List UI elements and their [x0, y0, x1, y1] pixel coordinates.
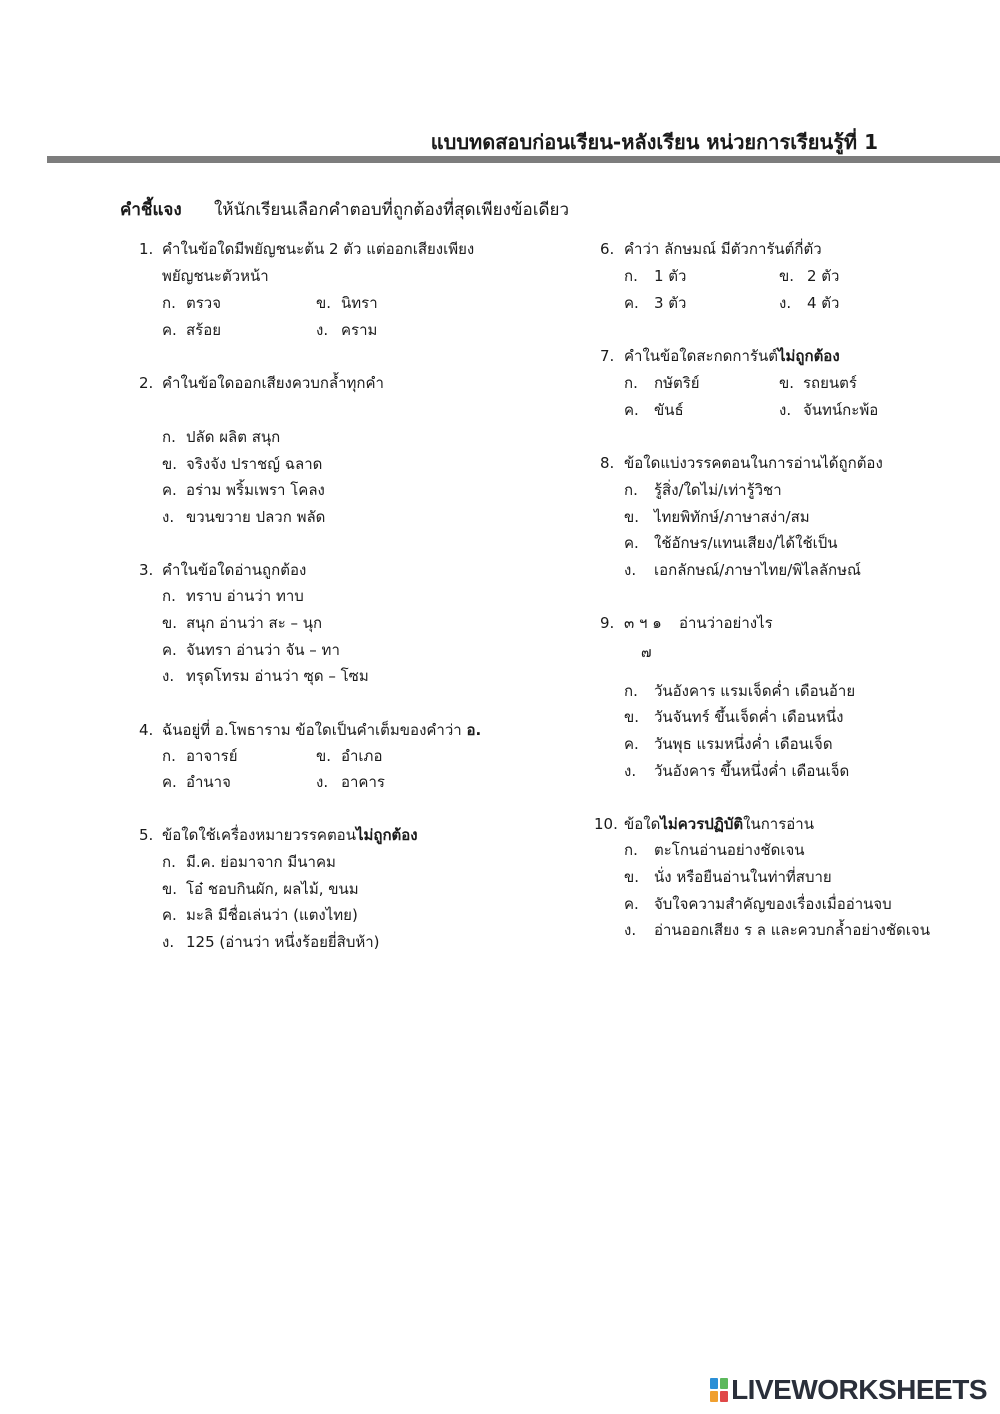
question-number: 7. — [600, 347, 615, 365]
choice-label: ข. — [624, 868, 640, 886]
choice-text[interactable]: ใช้อักษร/แทนเสียง/ได้ใช้เป็น — [654, 534, 838, 552]
choice-text[interactable]: นั่ง หรือยืนอ่านในท่าที่สบาย — [654, 868, 832, 886]
choice-label: ค. — [624, 895, 639, 913]
question-number: 10. — [594, 815, 618, 833]
question-prompt: คำในข้อใดมีพยัญชนะต้น 2 ตัว แต่ออกเสียงเพียง — [162, 240, 475, 258]
choice-label: ค. — [162, 773, 177, 791]
question-prompt: ข้อใดแบ่งวรรคตอนในการอ่านได้ถูกต้อง — [624, 454, 883, 472]
choice-label: ค. — [162, 641, 177, 659]
question-number: 2. — [139, 374, 154, 392]
question-prompt — [162, 720, 481, 740]
question-prompt: อ่านว่าอย่างไร — [679, 614, 773, 632]
choice-text[interactable]: อาจารย์ — [186, 747, 238, 765]
choice-label: ง. — [624, 762, 637, 780]
instructions-text: ให้นักเรียนเลือกคำตอบที่ถูกต้องที่สุดเพียงข้อเดียว — [214, 200, 570, 220]
choice-label: ก. — [624, 374, 638, 392]
question-prompt-emphasis: ไม่ควรปฏิบัติ — [660, 815, 744, 833]
choice-text[interactable]: วันพุธ แรมหนึ่งค่ำ เดือนเจ็ด — [654, 735, 833, 753]
choice-text[interactable]: 2 ตัว — [807, 267, 840, 285]
question-number: 6. — [600, 240, 615, 258]
choice-text[interactable]: วันอังคาร ขึ้นหนึ่งค่ำ เดือนเจ็ด — [654, 762, 850, 780]
choice-label: ข. — [624, 708, 640, 726]
choice-label: ง. — [624, 921, 637, 939]
question-prompt-continued: พยัญชนะตัวหน้า — [162, 267, 269, 285]
choice-label: ง. — [316, 321, 329, 339]
question-prompt — [624, 814, 814, 834]
question-prompt-text: ฉันอยู่ที่ อ.โพธาราม ข้อใดเป็นคำเต็มของคำว่า — [162, 721, 467, 739]
choice-text[interactable]: จริงจัง ปราชญ์ ฉลาด — [186, 455, 323, 473]
logo-square-blue — [710, 1378, 718, 1389]
choice-label: ข. — [316, 747, 332, 765]
choice-text[interactable]: ตรวจ — [186, 294, 222, 312]
choice-label: ข. — [779, 374, 795, 392]
logo-square-green — [720, 1378, 728, 1389]
choice-label: ค. — [624, 735, 639, 753]
question-number: 8. — [600, 454, 615, 472]
question-prompt — [624, 346, 840, 366]
choice-label: ค. — [162, 481, 177, 499]
choice-label: ง. — [779, 401, 792, 419]
choice-label: ง. — [624, 561, 637, 579]
choice-text[interactable]: 4 ตัว — [807, 294, 840, 312]
choice-label: ง. — [162, 508, 175, 526]
choice-label: ก. — [624, 841, 638, 859]
choice-label: ค. — [624, 534, 639, 552]
question-prompt — [162, 825, 418, 845]
choice-label: ง. — [779, 294, 792, 312]
question-prompt: คำในข้อใดอ่านถูกต้อง — [162, 561, 307, 579]
logo-icon — [710, 1378, 728, 1402]
choice-label: ก. — [624, 481, 638, 499]
choice-label: ก. — [624, 682, 638, 700]
choice-label: ก. — [162, 294, 176, 312]
question-number: 3. — [139, 561, 154, 579]
choice-text[interactable]: ไทยพิทักษ์/ภาษาสง่า/สม — [654, 508, 810, 526]
question-number: 5. — [139, 826, 154, 844]
choice-label: ก. — [162, 587, 176, 605]
choice-text[interactable]: นิทรา — [341, 294, 378, 312]
choice-label: ข. — [162, 880, 178, 898]
choice-label: ก. — [162, 853, 176, 871]
question-number: 1. — [139, 240, 154, 258]
choice-text[interactable]: วันจันทร์ ขึ้นเจ็ดค่ำ เดือนหนึ่ง — [654, 708, 844, 726]
choice-text[interactable]: จับใจความสำคัญของเรื่องเมื่ออ่านจบ — [654, 895, 892, 913]
choice-text[interactable]: 3 ตัว — [654, 294, 687, 312]
choice-text[interactable]: 125 (อ่านว่า หนึ่งร้อยยี่สิบห้า) — [186, 933, 380, 951]
choice-text[interactable]: มี.ค. ย่อมาจาก มีนาคม — [186, 853, 336, 871]
logo-square-red — [720, 1391, 728, 1402]
choice-label: ค. — [162, 321, 177, 339]
choice-text[interactable]: สร้อย — [186, 321, 222, 339]
choice-label: ค. — [624, 294, 639, 312]
choice-label: ข. — [316, 294, 332, 312]
question-prompt-text: ข้อใด — [624, 815, 661, 833]
choice-text[interactable]: จันทน์กะพ้อ — [803, 401, 879, 419]
question-prompt-emphasis: ไม่ถูกต้อง — [355, 826, 418, 844]
choice-label: ข. — [162, 455, 178, 473]
choice-text[interactable]: เอกลักษณ์/ภาษาไทย/พิไลลักษณ์ — [654, 561, 861, 579]
choice-label: ง. — [316, 773, 329, 791]
choice-text[interactable]: อำเภอ — [341, 747, 383, 765]
choice-text[interactable]: จันทรา อ่านว่า จัน – ทา — [186, 641, 340, 659]
choice-text[interactable]: กษัตริย์ — [654, 374, 700, 392]
choice-text[interactable]: คราม — [341, 321, 378, 339]
choice-label: ข. — [162, 614, 178, 632]
choice-label: ข. — [779, 267, 795, 285]
question-number: 4. — [139, 721, 154, 739]
choice-text[interactable]: อ่านออกเสียง ร ล และควบกล้ำอย่างชัดเจน — [654, 921, 930, 939]
choice-text[interactable]: วันอังคาร แรมเจ็ดค่ำ เดือนอ้าย — [654, 682, 856, 700]
choice-label: ก. — [162, 428, 176, 446]
choice-text[interactable]: รู้สิ่ง/ใดไม่/เท่ารู้วิชา — [654, 481, 782, 499]
choice-text[interactable]: ปลัด ผลิต สนุก — [186, 428, 281, 446]
choice-label: ค. — [624, 401, 639, 419]
choice-text[interactable]: ขันธ์ — [654, 401, 684, 419]
question-prompt-text: ข้อใดใช้เครื่องหมายวรรคตอน — [162, 826, 356, 844]
page-title: แบบทดสอบก่อนเรียน-หลังเรียน หน่วยการเรียนรู้ที่ 1 — [430, 130, 878, 154]
thai-lunar-date-top: ๓ ฯ ๑ — [624, 614, 662, 632]
question-prompt-text-end: ในการอ่าน — [743, 815, 814, 833]
choice-label: ง. — [162, 933, 175, 951]
choice-text[interactable]: อาคาร — [341, 773, 385, 791]
choice-text[interactable]: มะลิ มีชื่อเล่นว่า (แตงไทย) — [186, 906, 358, 924]
question-prompt-emphasis: อ. — [466, 721, 482, 739]
choice-text[interactable]: ทรุดโทรม อ่านว่า ซุด – โซม — [186, 667, 369, 685]
logo-text: LIVEWORKSHEETS — [731, 1374, 987, 1405]
question-prompt-emphasis: ไม่ถูกต้อง — [777, 347, 840, 365]
question-prompt: คำในข้อใดออกเสียงควบกล้ำทุกคำ — [162, 374, 384, 392]
question-number: 9. — [600, 614, 615, 632]
logo-square-orange — [710, 1391, 718, 1402]
choice-text[interactable]: อำนาจ — [186, 773, 231, 791]
choice-text[interactable]: ขวนขวาย ปลวก พลัด — [186, 508, 326, 526]
choice-label: ง. — [162, 667, 175, 685]
thai-lunar-date-bottom: ๗ — [641, 645, 652, 661]
choice-text[interactable]: ทราบ อ่านว่า ทาบ — [186, 587, 304, 605]
question-prompt: คำว่า ลักษมณ์ มีตัวการันต์กี่ตัว — [624, 240, 822, 258]
choice-text[interactable]: 1 ตัว — [654, 267, 687, 285]
choice-text[interactable]: อร่าม พริ้มเพรา โคลง — [186, 481, 325, 499]
choice-text[interactable]: รถยนตร์ — [803, 374, 857, 392]
choice-label: ก. — [162, 747, 176, 765]
choice-label: ค. — [162, 906, 177, 924]
header-divider — [47, 156, 1000, 163]
question-prompt-text: คำในข้อใดสะกดการันต์ — [624, 347, 778, 365]
choice-text[interactable]: สนุก อ่านว่า สะ – นุก — [186, 614, 323, 632]
instructions-label: คำชี้แจง — [120, 200, 182, 220]
liveworksheets-logo[interactable] — [710, 1374, 987, 1406]
choice-text[interactable]: ตะโกนอ่านอย่างชัดเจน — [654, 841, 805, 859]
choice-text[interactable]: โอ๋ ชอบกินผัก, ผลไม้, ขนม — [186, 880, 359, 898]
choice-label: ข. — [624, 508, 640, 526]
choice-label: ก. — [624, 267, 638, 285]
